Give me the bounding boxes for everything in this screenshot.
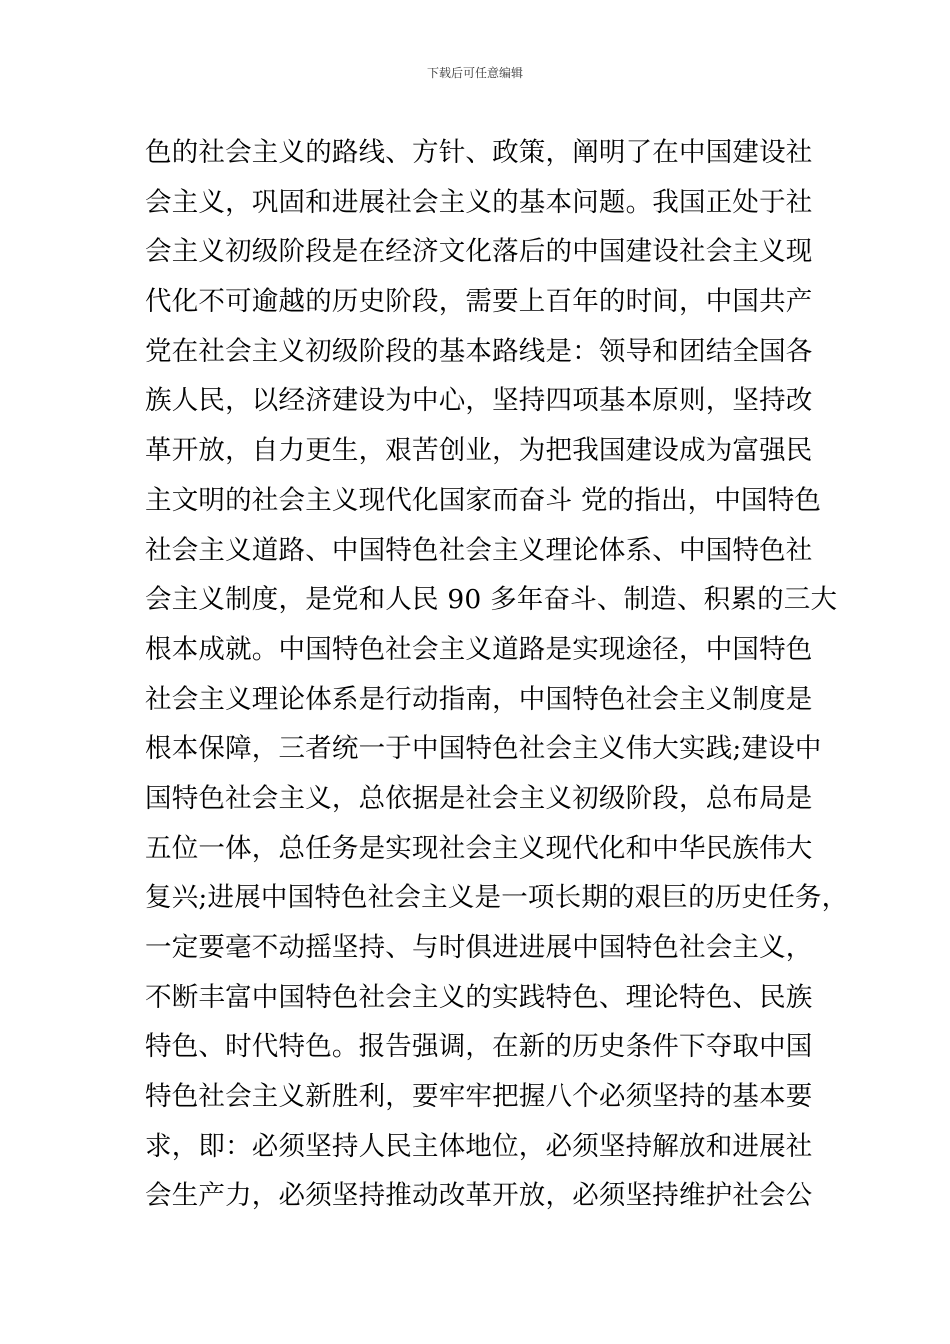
text-line: 一定要毫不动摇坚持、与时俱进进展中国特色社会主义， <box>145 932 813 963</box>
text-line: 会主义制度，是党和人民 90 多年奋斗、制造、积累的三大 <box>145 584 838 616</box>
text-line: 色的社会主义的路线、方针、政策，阐明了在中国建设社 <box>145 137 813 168</box>
text-line: 根本保障，三者统一于中国特色社会主义伟大实践;建设中 <box>145 733 822 765</box>
text-line: 会主义，巩固和进展社会主义的基本问题。我国正处于社 <box>145 186 813 218</box>
text-line: 求，即：必须坚持人民主体地位，必须坚持解放和进展社 <box>145 1130 813 1162</box>
text-line: 会生产力，必须坚持推动改革开放，必须坚持维护社会公 <box>145 1180 813 1212</box>
text-line: 主文明的社会主义现代化国家而奋斗 党的指出，中国特色 <box>145 484 822 516</box>
text-line: 族人民，以经济建设为中心，坚持四项基本原则，坚持改 <box>145 385 813 417</box>
text-line: 国特色社会主义，总依据是社会主义初级阶段，总布局是 <box>145 782 813 814</box>
text-line: 特色、时代特色。报告强调，在新的历史条件下夺取中国 <box>145 1031 813 1063</box>
text-line: 不断丰富中国特色社会主义的实践特色、理论特色、民族 <box>145 981 813 1013</box>
text-line: 社会主义道路、中国特色社会主义理论体系、中国特色社 <box>145 534 813 566</box>
text-line: 五位一体，总任务是实现社会主义现代化和中华民族伟大 <box>145 832 813 864</box>
text-line: 社会主义理论体系是行动指南，中国特色社会主义制度是 <box>145 683 813 715</box>
text-line: 会主义初级阶段是在经济文化落后的中国建设社会主义现 <box>145 236 813 268</box>
text-line: 代化不可逾越的历史阶段，需要上百年的时间，中国共产 <box>145 286 813 318</box>
text-line: 根本成就。中国特色社会主义道路是实现途径，中国特色 <box>145 633 813 665</box>
text-line: 特色社会主义新胜利，要牢牢把握八个必须坚持的基本要 <box>145 1081 813 1113</box>
text-line: 革开放，自力更生，艰苦创业，为把我国建设成为富强民 <box>145 435 813 467</box>
document-body <box>145 128 849 1221</box>
page-header: 下载后可任意编辑 <box>426 66 523 80</box>
text-line: 党在社会主义初级阶段的基本路线是：领导和团结全国各 <box>145 335 813 367</box>
text-line: 复兴;进展中国特色社会主义是一项长期的艰巨的历史任务， <box>145 882 849 914</box>
